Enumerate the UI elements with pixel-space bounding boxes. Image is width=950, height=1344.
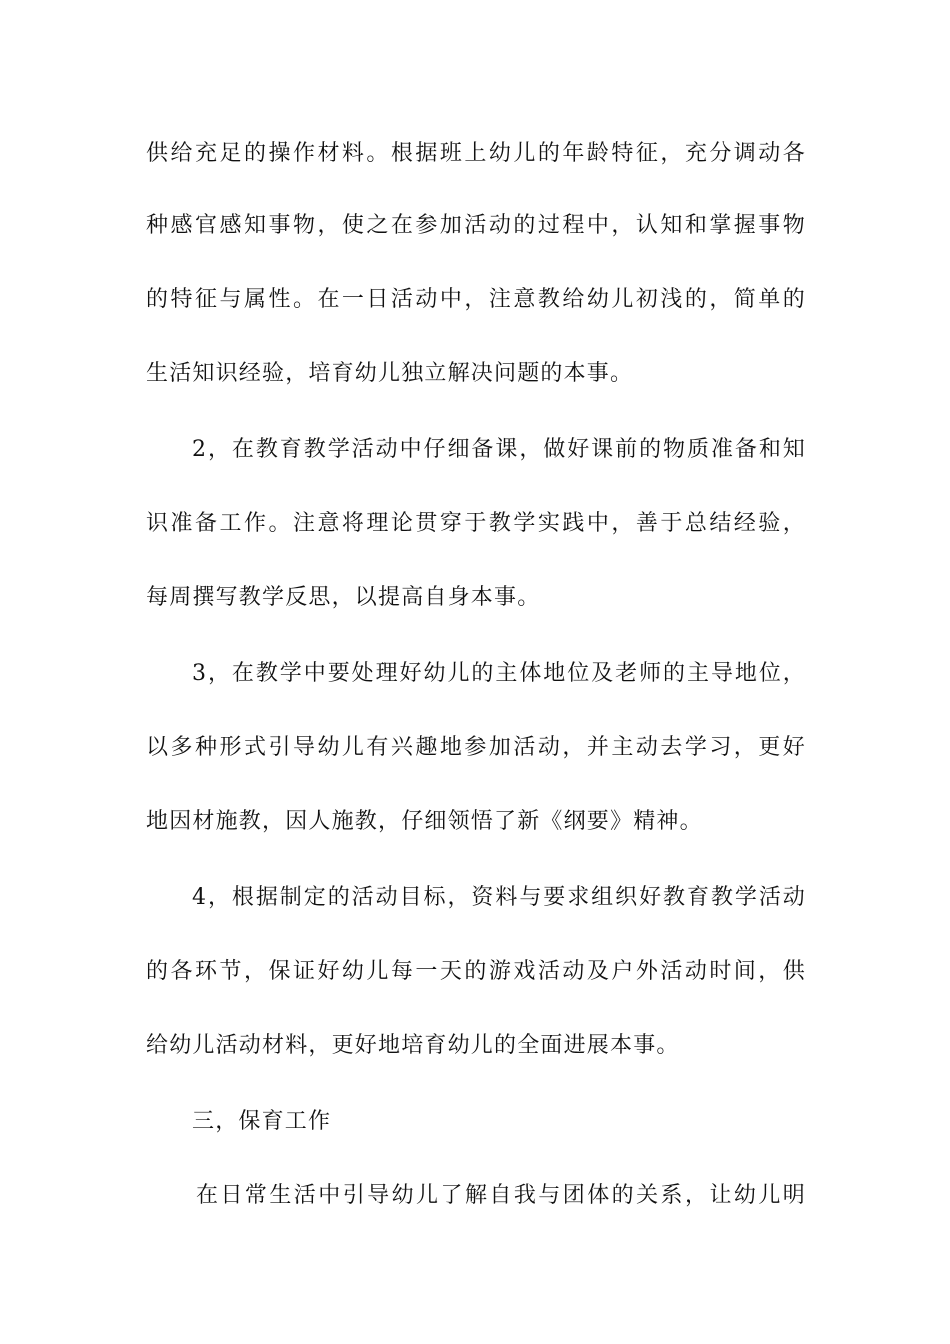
text-line: 给幼儿活动材料，更好地培育幼儿的全面进展本事。 bbox=[146, 1033, 680, 1058]
text-line: 识准备工作。注意将理论贯穿于教学实践中，善于总结经验， bbox=[146, 511, 806, 536]
text-line: 4，根据制定的活动目标，资料与要求组织好教育教学活动 bbox=[192, 885, 806, 910]
text-line: 在日常生活中引导幼儿了解自我与团体的关系，让幼儿明 bbox=[196, 1183, 806, 1208]
text-line: 的各环节，保证好幼儿每一天的游戏活动及户外活动时间，供 bbox=[146, 959, 806, 984]
text-line: 的特征与属性。在一日活动中，注意教给幼儿初浅的，简单的 bbox=[146, 287, 806, 312]
text-line: 种感官感知事物，使之在参加活动的过程中，认知和掌握事物 bbox=[146, 213, 806, 238]
text-line: 供给充足的操作材料。根据班上幼儿的年龄特征，充分调动各 bbox=[146, 141, 806, 166]
text-line: 以多种形式引导幼儿有兴趣地参加活动，并主动去学习，更好 bbox=[146, 735, 806, 760]
text-line: 3，在教学中要处理好幼儿的主体地位及老师的主导地位， bbox=[192, 661, 806, 686]
text-line: 地因材施教，因人施教，仔细领悟了新《纲要》精神。 bbox=[146, 809, 703, 834]
text-line: 每周撰写教学反思，以提高自身本事。 bbox=[146, 585, 541, 610]
section-heading: 三，保育工作 bbox=[192, 1109, 332, 1134]
text-line: 生活知识经验，培育幼儿独立解决问题的本事。 bbox=[146, 361, 634, 386]
text-line: 2，在教育教学活动中仔细备课，做好课前的物质准备和知 bbox=[192, 437, 806, 462]
